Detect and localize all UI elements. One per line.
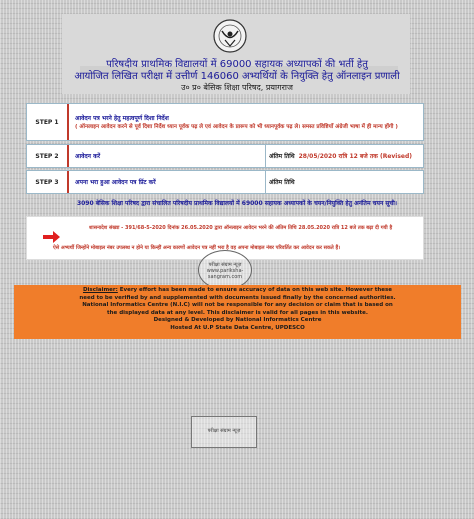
disclaimer-line-6: Hosted At U.P State Data Centre, UPDESCO bbox=[170, 324, 305, 331]
deadline-cell bbox=[263, 171, 423, 193]
news-text: शासनादेश संख्या - 391/68-5-2020 दिनांक 26.05.2020 द्वारा ऑनलाइन आवेदन भरने की अंतिम तिथि 28.05.2020 रात्रि 12 बजे तक बढ़ा दी गयी है bbox=[89, 225, 393, 231]
step-label: STEP 1 bbox=[27, 104, 69, 140]
page-title-line1: परिषदीय प्राथमिक विद्यालयों में 69000 सहायक अध्यापकों की भर्ती हेतु bbox=[106, 59, 368, 70]
step-label: STEP 2 bbox=[27, 145, 69, 167]
watermark-seal bbox=[198, 250, 252, 290]
disclaimer-box bbox=[14, 285, 461, 339]
stamp-text: परीक्षा संग्राम न्यूज़ bbox=[207, 428, 241, 434]
guidelines-note: ( ऑनलाइन आवेदन करने से पूर्व दिशा निर्देश ध्यान पूर्वक पढ़ ले एवं आवेदन के प्रारूप को भी ध्यानपूर्वक पढ़ ले। समस्त प्रविष्टियाँ अंग्रेजी भाषा में ही मान्य होंगी ) bbox=[75, 123, 398, 130]
step-row-1 bbox=[26, 103, 424, 141]
deadline-label: अंतिम तिथि bbox=[269, 153, 295, 160]
disclaimer-line-3: National Informatics Centre (N.I.C) will not be responsible for any decision or claim that is based on bbox=[82, 302, 393, 309]
watermark-text: परीक्षा संग्राम न्यूज़ www.pariksha-sangram.com bbox=[206, 262, 244, 280]
steps-panel bbox=[26, 103, 422, 193]
disclaimer-label: Disclaimer: bbox=[82, 287, 118, 293]
disclaimer-line-4: the displayed data at any level. This disclaimer is valid for all pages in this website. bbox=[107, 309, 368, 316]
page-subtitle: उ० प्र० बेसिक शिक्षा परिषद, प्रयागराज bbox=[181, 83, 293, 92]
news-text: ऐसे अभ्यर्थी जिन्होंने मोबाइल नंबर उपलब्ध न होने या किन्हीं अन्य कारणों आवेदन पत्र नहीं भरा है वह अपना मोबाइल नंबर परिवर्तित कर आवेदन कर सकते हैं। bbox=[53, 245, 340, 251]
deadline-value: 28/05/2020 रात्रि 12 बजे तक (Revised) bbox=[298, 153, 413, 160]
apply-link[interactable]: आवेदन करें bbox=[69, 145, 266, 167]
guidelines-link[interactable]: आवेदन पत्र भरने हेतु महत्वपूर्ण दिशा निर्देश bbox=[75, 114, 169, 122]
guidelines-cell bbox=[69, 104, 423, 140]
up-government-emblem-icon bbox=[212, 18, 248, 54]
deadline-label: अंतिम तिथि bbox=[269, 179, 295, 186]
deadline-cell bbox=[263, 145, 423, 167]
watermark-stamp bbox=[191, 416, 257, 448]
selection-list-link[interactable]: 3090 बेसिक शिक्षा परिषद द्वारा संचालित परिषदीय प्राथमिक विद्यालयों में 69000 सहायक अध्यापकों के चयन/नियुक्ति हेतु अनंतिम चयन सूची। bbox=[76, 200, 398, 207]
page-title-line2: आयोजित लिखित परीक्षा में उत्तीर्ण 146060 अभ्यर्थियों के नियुक्ति हेतु ऑनलाइन प्रणाली bbox=[74, 71, 400, 82]
disclaimer-line-1: Disclaimer: Every effort has been made to ensure accuracy of data on this web site. However these bbox=[82, 287, 392, 293]
disclaimer-line-2: need to be verified by and supplemented with documents issued finally by the concerned authorities. bbox=[79, 294, 396, 301]
print-application-link[interactable]: अपना भरा हुआ आवेदन पत्र प्रिंट करें bbox=[69, 171, 266, 193]
disclaimer-line-5: Designed & Developed by National Informatics Centre bbox=[153, 317, 322, 324]
red-arrow-right-icon bbox=[43, 230, 61, 244]
step-row-2 bbox=[26, 144, 424, 168]
step-row-3 bbox=[26, 170, 424, 194]
step-label: STEP 3 bbox=[27, 171, 69, 193]
